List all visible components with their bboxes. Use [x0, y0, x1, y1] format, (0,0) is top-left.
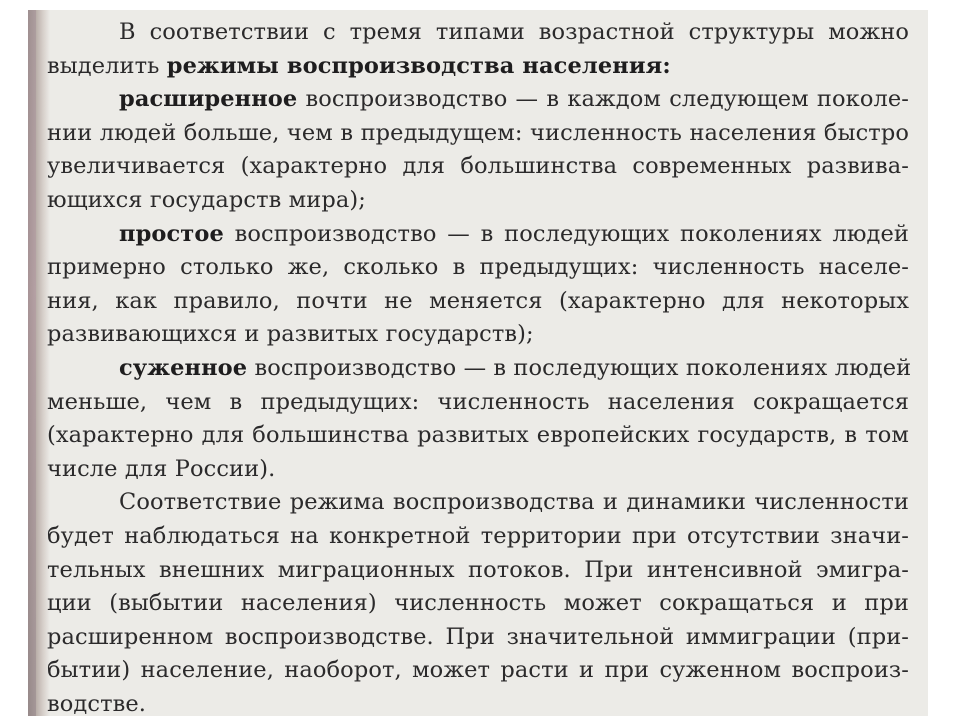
bold-term: суженное: [119, 354, 248, 381]
text-line: простое воспроизводство — в последующих поколениях людей: [119, 220, 909, 247]
text-line: бытии) население, наоборот, может расти и при суженном воспроиз-: [47, 657, 909, 684]
text-line: ции (выбытии населения) численность может сокращаться и при: [47, 590, 909, 617]
text-line: числе для России).: [47, 455, 276, 482]
text-line: ющихся государств мира);: [47, 186, 366, 213]
text-line: расширенном воспроизводстве. При значительной иммиграции (при-: [47, 623, 909, 650]
text-line: ния, как правило, почти не меняется (характерно для некоторых: [47, 287, 909, 314]
text-line: меньше, чем в предыдущих: численность населения сокращается: [47, 388, 909, 415]
bold-term: простое: [119, 220, 224, 247]
text-line: Соответствие режима воспроизводства и динамики численности: [119, 489, 909, 516]
text-line: (характерно для большинства развитых европейских государств, в том: [47, 422, 909, 449]
text-line: расширенное воспроизводство — в каждом следующем поколе-: [119, 86, 909, 113]
bold-term: режимы воспроизводства населения:: [166, 52, 671, 79]
text-line: водстве.: [47, 690, 147, 717]
text-line: увеличивается (характерно для большинства современных развива-: [47, 153, 909, 180]
text-line: выделить режимы воспроизводства населения:: [47, 52, 671, 79]
page-edge-stain: [28, 10, 36, 716]
text-line: В соответствии с тремя типами возрастной структуры можно: [119, 19, 909, 45]
text-line: примерно столько же, сколько в предыдущих: численность населе-: [47, 254, 909, 281]
text-line: тельных внешних миграционных потоков. При интенсивной эмигра-: [47, 556, 909, 583]
text-line: будет наблюдаться на конкретной территории при отсутствии значи-: [47, 522, 909, 549]
text-line: развивающихся и развитых государств);: [47, 321, 534, 348]
text-line: суженное воспроизводство — в последующих поколениях людей: [119, 354, 912, 381]
page-text: [47, 16, 912, 721]
bold-term: расширенное: [119, 86, 298, 113]
text-line: нии людей больше, чем в предыдущем: численность населения быстро: [47, 119, 909, 146]
